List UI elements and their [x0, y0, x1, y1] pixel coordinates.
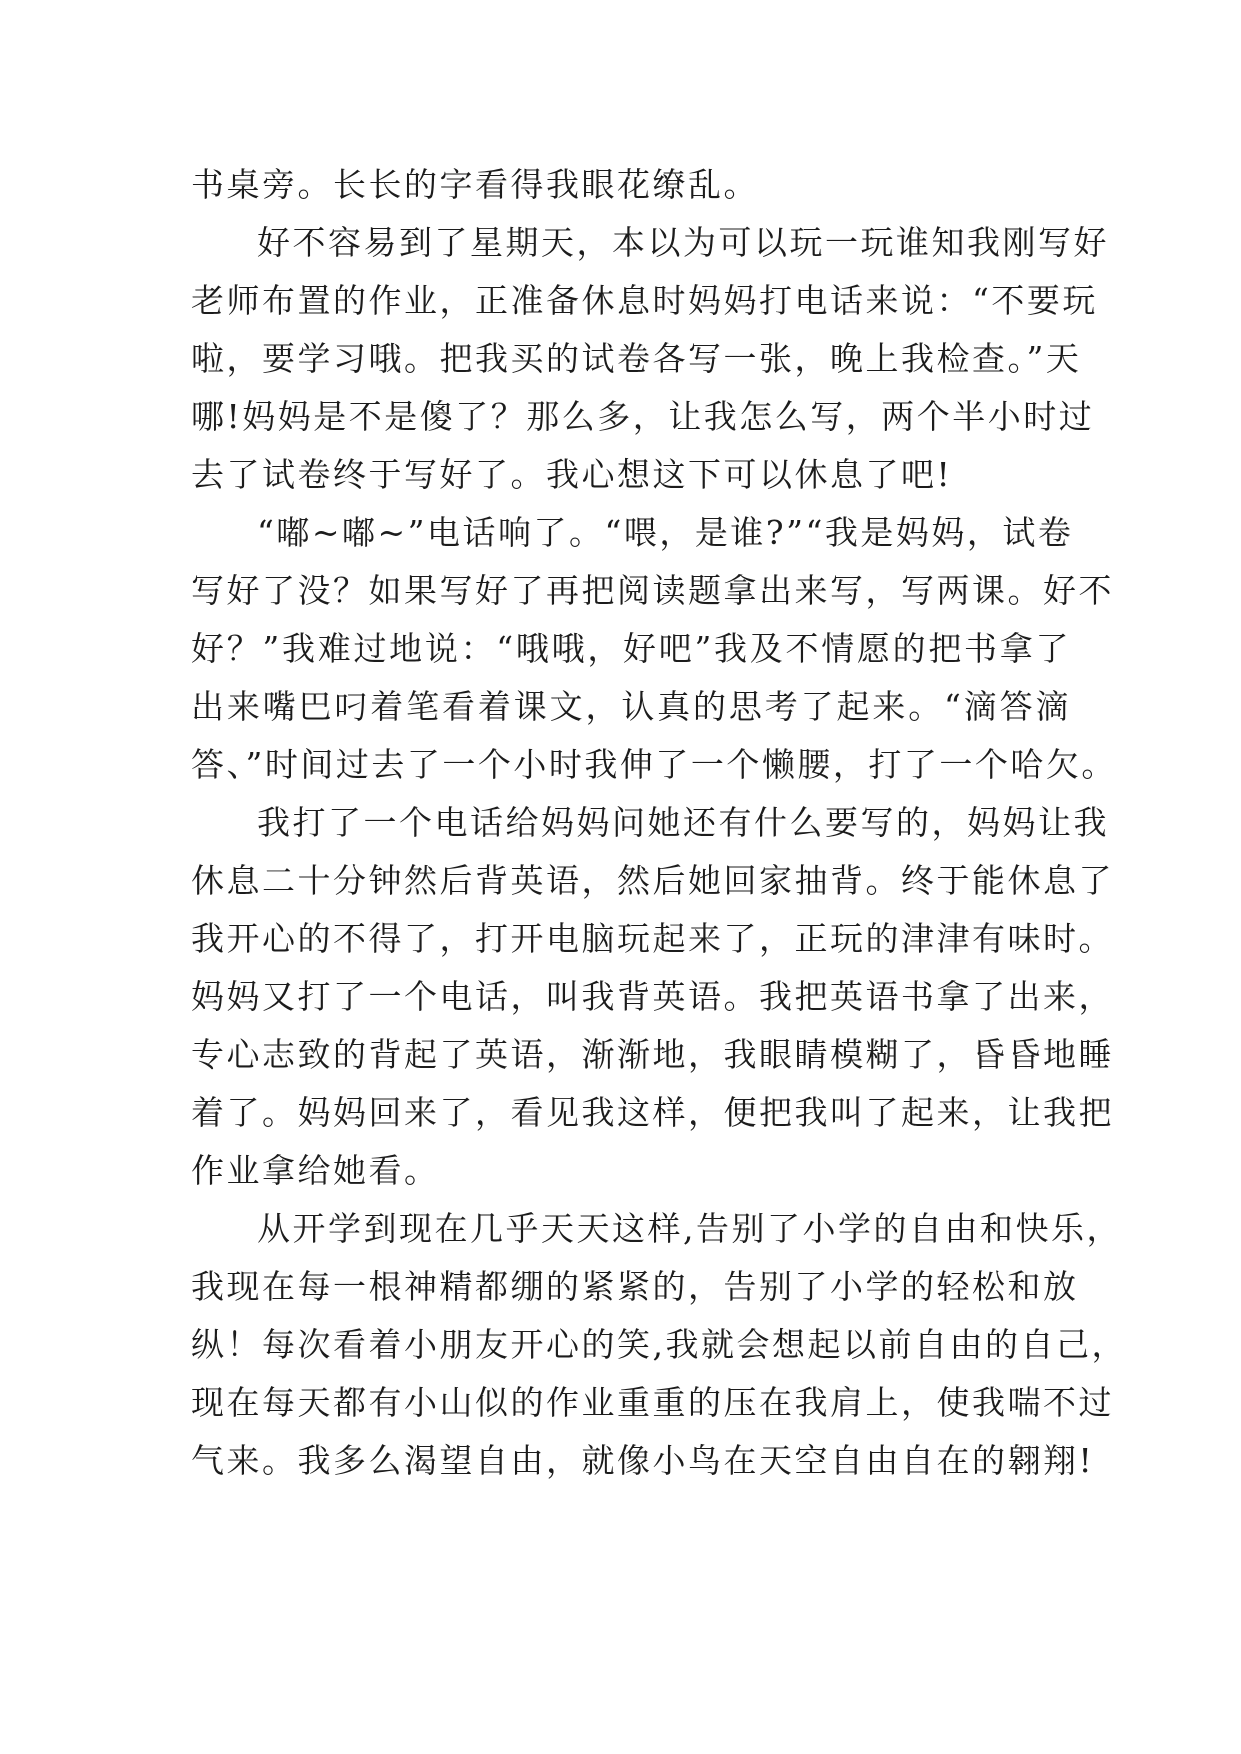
document-page — [191, 156, 1127, 1490]
text-line: 作业拿给她看。 — [191, 1151, 440, 1190]
text-line: 老师布置的作业，正准备休息时妈妈打电话来说：“不要玩 — [191, 281, 1098, 320]
text-line: 休息二十分钟然后背英语，然后她回家抽背。终于能休息了 — [191, 861, 1114, 900]
text-line: 我现在每一根神精都绷的紧紧的，告别了小学的轻松和放 — [191, 1267, 1079, 1306]
text-line: “嘟~嘟~”电话响了。“喂，是谁?”“我是妈妈，试卷 — [257, 513, 1074, 552]
text-line: 哪!妈妈是不是傻了？那么多，让我怎么写，两个半小时过 — [191, 397, 1095, 436]
text-line: 写好了没？如果写好了再把阅读题拿出来写，写两课。好不 — [191, 571, 1114, 610]
text-line: 去了试卷终于写好了。我心想这下可以休息了吧! — [191, 455, 953, 494]
text-line: 专心志致的背起了英语，渐渐地，我眼睛模糊了，昏昏地睡 — [191, 1035, 1114, 1074]
text-line: 好？”我难过地说：“哦哦，好吧”我及不情愿的把书拿了 — [191, 629, 1071, 668]
text-line: 出来嘴巴叼着笔看着课文，认真的思考了起来。“滴答滴 — [191, 687, 1071, 726]
text-line: 着了。妈妈回来了，看见我这样，便把我叫了起来，让我把 — [191, 1093, 1114, 1132]
text-line: 气来。我多么渴望自由，就像小鸟在天空自由自在的翱翔! — [191, 1441, 1095, 1480]
text-line: 我打了一个电话给妈妈问她还有什么要写的，妈妈让我 — [257, 803, 1109, 842]
text-line: 啦，要学习哦。把我买的试卷各写一张，晚上我检查。”天 — [191, 339, 1082, 378]
text-line: 我开心的不得了，打开电脑玩起来了，正玩的津津有味时。 — [191, 919, 1114, 958]
text-line: 现在每天都有小山似的作业重重的压在我肩上，使我喘不过 — [191, 1383, 1114, 1422]
text-line: 从开学到现在几乎天天这样,告别了小学的自由和快乐， — [257, 1209, 1122, 1248]
text-line: 书桌旁。长长的字看得我眼花缭乱。 — [191, 165, 759, 204]
text-line: 纵！每次看着小朋友开心的笑,我就会想起以前自由的自己， — [191, 1325, 1127, 1364]
text-line: 答、”时间过去了一个小时我伸了一个懒腰，打了一个哈欠。 — [191, 745, 1117, 784]
text-line: 妈妈又打了一个电话，叫我背英语。我把英语书拿了出来， — [191, 977, 1114, 1016]
text-line: 好不容易到了星期天，本以为可以玩一玩谁知我刚写好 — [257, 223, 1109, 262]
